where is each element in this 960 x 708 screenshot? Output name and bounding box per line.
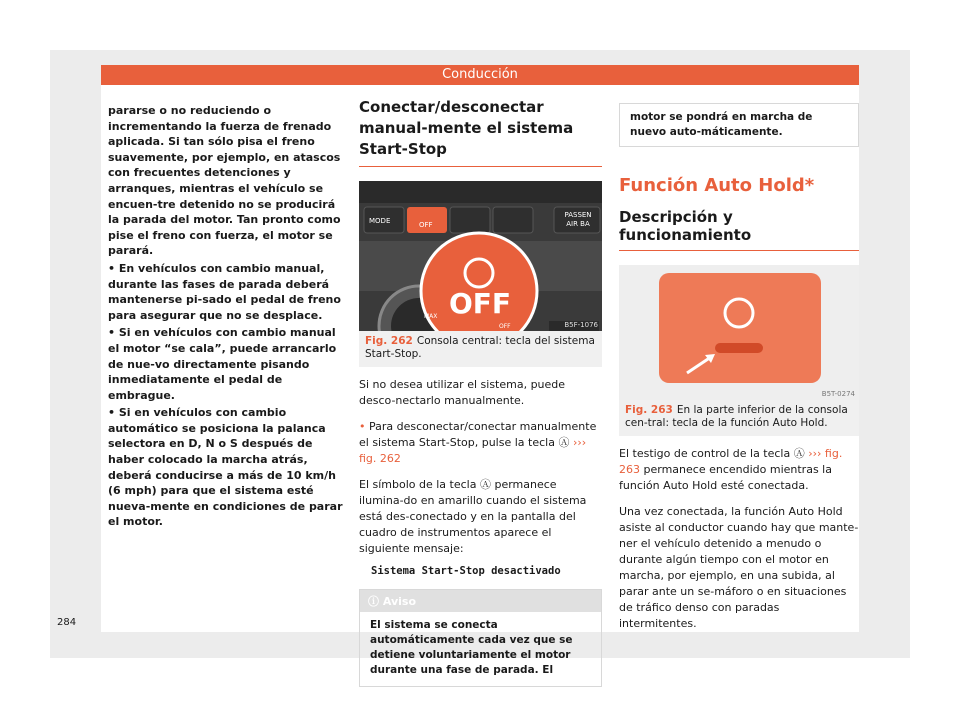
magnified-off-label: OFF xyxy=(449,287,512,320)
figure-code: B5F-1076 xyxy=(564,321,598,329)
main-title: Función Auto Hold* xyxy=(619,175,815,196)
knob-max-label: MAX xyxy=(424,313,438,320)
section-title: Conectar/desconectar manual-mente el sistema Start-Stop xyxy=(359,85,602,167)
paragraph: Una vez conectada, la función Auto Hold asiste al conductor cuando hay que mante-ner el vehículo detenido a menudo o durante algún tiempo con el motor en marcha, por ejemplo, en una subida, al parar ante un se-máforo o en situaciones de tráfico denso con paradas intermitentes. xyxy=(619,505,859,630)
bullet-paragraph: • En vehículos con cambio manual, durante las fases de parada deberá mantenerse pi-sado el pedal de freno para asegurar que no se desplace. xyxy=(108,261,341,322)
note-text: El sistema se conecta automáticamente cada vez que se detiene voluntariamente el motor durante una fase de parada. El xyxy=(370,619,573,676)
info-icon: ⓘ xyxy=(368,595,383,608)
sub-title: Descripción y funcionamiento xyxy=(619,208,859,251)
column-right xyxy=(619,85,859,632)
note-heading xyxy=(360,590,601,612)
note-continuation: motor se pondrá en marcha de nuevo auto-máticamente. xyxy=(619,103,859,147)
paragraph: pararse o no reduciendo o incrementando la fuerza de frenado aplicada. Si tan sólo pisa el freno suavemente, por ejemplo, en atascos con frecuentes detenciones y arranques, mientras el vehículo se encuen-tre detenido no se producirá la parada del motor. Tan pronto como pise el freno con fuerza, el motor se parará. xyxy=(108,104,341,258)
column-left xyxy=(108,85,344,532)
figure-ref: Fig. 263 xyxy=(625,404,673,416)
paragraph: El símbolo de la tecla Ⓐ permanece ilumina-do en amarillo cuando el sistema está des-conectado y en la pantalla del cuadro de instrumentos aparece el siguiente mensaje: xyxy=(359,478,587,555)
note-box xyxy=(359,589,602,687)
start-stop-photo xyxy=(359,181,602,331)
button-off-label: OFF xyxy=(419,221,433,229)
bullet-paragraph: • Si en vehículos con cambio automático se posiciona la palanca selectora en D, N o S después de haber colocado la marcha atrás, deberá conducirse a más de 10 km/h (6 mph) para que el sistema esté nueva-mente en condiciones de parar el motor. xyxy=(108,406,343,529)
bullet: • xyxy=(359,420,366,433)
page-number: 284 xyxy=(57,617,77,628)
figure-link[interactable]: ››› fig. 263 xyxy=(619,447,843,476)
bullet-paragraph: • Si en vehículos con cambio manual el motor “se cala”, puede arrancarlo de nue-vo directamente pisando inmediatamente el pedal de embrague. xyxy=(108,326,337,402)
start-stop-key-icon: Ⓐ xyxy=(558,436,570,449)
figure-caption xyxy=(619,400,859,436)
bullet-paragraph xyxy=(359,419,602,467)
column-middle xyxy=(359,85,602,687)
display-message: Sistema Start-Stop desactivado xyxy=(371,565,561,577)
instruction-text: Para desconectar/conectar manualmente el sistema Start-Stop, pulse la tecla xyxy=(359,420,597,449)
paragraph: Si no desea utilizar el sistema, puede desco-nectarlo manualmente. xyxy=(359,378,566,407)
knob-off-label: OFF xyxy=(499,323,511,330)
figure-ref: Fig. 262 xyxy=(365,335,413,347)
caption-text: Consola central: tecla del sistema Start-Stop. xyxy=(365,335,595,360)
continued-text xyxy=(108,103,344,530)
auto-hold-illustration xyxy=(619,265,859,400)
paragraph-start: El testigo de control de la tecla xyxy=(619,447,791,460)
caption-text: En la parte inferior de la consola cen-tral: tecla de la función Auto Hold. xyxy=(625,404,848,429)
paragraph xyxy=(619,446,859,494)
auto-hold-key-icon: Ⓐ xyxy=(793,447,805,460)
page-content xyxy=(101,85,859,676)
chapter-header: Conducción xyxy=(101,65,859,85)
note-heading-text: Aviso xyxy=(382,595,417,608)
auto-hold-photo xyxy=(619,265,859,400)
paragraph-rest: permanece encendido mientras la función Auto Hold esté conectada. xyxy=(619,463,832,492)
figure-link[interactable]: ››› fig. 262 xyxy=(359,436,587,465)
figure-code: B5T-0274 xyxy=(821,390,855,398)
button-passenger-airbag-label: PASSEN AIR BA xyxy=(564,211,592,228)
button-mode-label: MODE xyxy=(369,217,391,225)
figure-caption xyxy=(359,331,602,367)
